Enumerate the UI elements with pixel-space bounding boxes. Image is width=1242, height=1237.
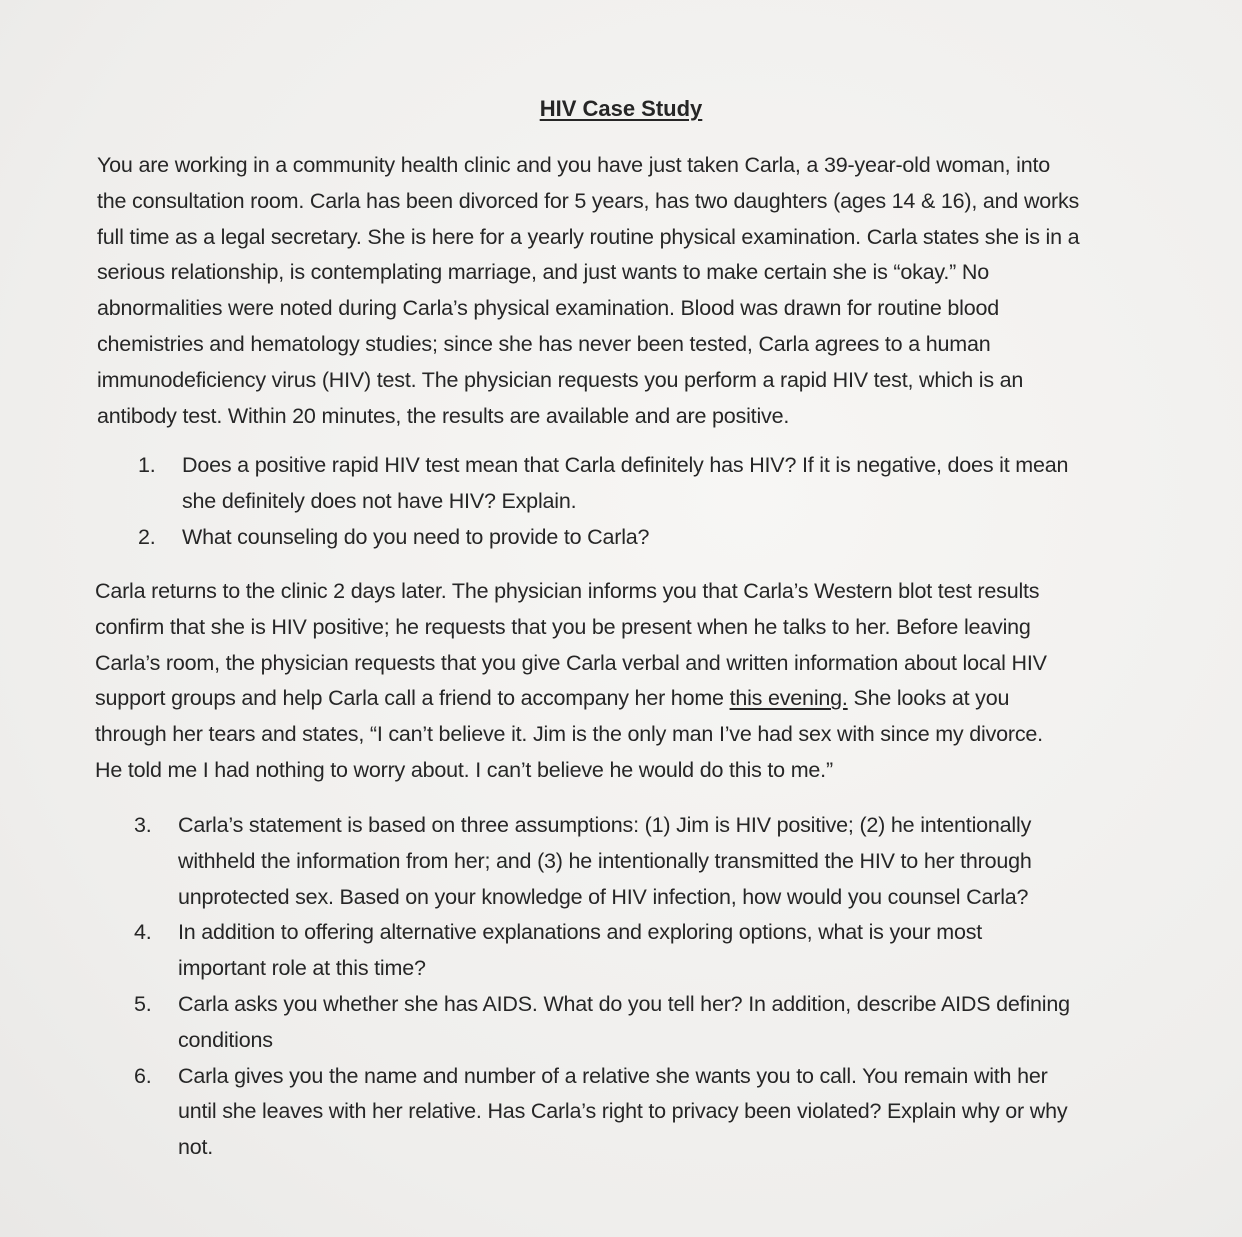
paragraph-line: Carla’s room, the physician requests that you give Carla verbal and written information about local HIV (95, 650, 1047, 675)
paragraph-line (95, 681, 1175, 717)
question-number: 6. (134, 1063, 152, 1088)
question-line: she definitely does not have HIV? Explain. (182, 488, 577, 513)
question-line: What counseling do you need to provide to Carla? (182, 524, 650, 549)
paragraph-line: serious relationship, is contemplating marriage, and just wants to make certain she is “okay.” No (97, 260, 989, 285)
question-text (178, 915, 1194, 987)
underlined-phrase: this evening. (729, 686, 848, 711)
line-segment: support groups and help Carla call a friend to accompany her home (95, 686, 730, 711)
question-line: Carla asks you whether she has AIDS. What do you tell her? In addition, describe AIDS defining (178, 991, 1070, 1016)
question-number: 2. (138, 524, 156, 549)
line-segment: She looks at you (847, 686, 1010, 711)
question-list-second (134, 808, 1194, 1166)
question-line: important role at this time? (178, 956, 426, 981)
paragraph-line: confirm that she is HIV positive; he requests that you be present when he talks to her. Before leaving (95, 614, 1031, 639)
case-intro-paragraph (97, 148, 1187, 434)
question-line: Carla gives you the name and number of a relative she wants you to call. You remain with her (178, 1063, 1048, 1088)
paragraph-line: He told me I had nothing to worry about. I can’t believe he would do this to me.” (95, 757, 833, 782)
question-item (138, 520, 1188, 556)
question-text (178, 808, 1194, 915)
question-line: In addition to offering alternative explanations and exploring options, what is your most (178, 920, 983, 945)
question-line: until she leaves with her relative. Has Carla’s right to privacy been violated? Explain why or why (178, 1099, 1068, 1124)
case-followup-paragraph (95, 574, 1175, 789)
paragraph-line: chemistries and hematology studies; since she has never been tested, Carla agrees to a human (97, 331, 991, 356)
question-item (134, 808, 1194, 915)
question-text (178, 987, 1194, 1059)
question-number: 1. (138, 453, 156, 477)
question-item (134, 915, 1194, 987)
paragraph-line: You are working in a community health clinic and you have just taken Carla, a 39-year-old woman, into (97, 153, 1051, 177)
paragraph-line: antibody test. Within 20 minutes, the results are available and are positive. (97, 403, 790, 428)
question-line: Carla’s statement is based on three assumptions: (1) Jim is HIV positive; (2) he intentionally (178, 813, 1032, 837)
question-text (178, 1059, 1194, 1166)
question-line: unprotected sex. Based on your knowledge of HIV infection, how would you counsel Carla? (178, 884, 1029, 909)
question-item (134, 987, 1194, 1059)
question-number: 5. (134, 991, 152, 1016)
paragraph-line: abnormalities were noted during Carla’s physical examination. Blood was drawn for routine blood (97, 296, 1000, 321)
question-item (134, 1059, 1194, 1166)
question-number: 4. (134, 920, 152, 945)
question-text (182, 520, 1188, 556)
paragraph-line: full time as a legal secretary. She is here for a yearly routine physical examination. Carla states she is in a (97, 224, 1080, 249)
paragraph-line: the consultation room. Carla has been divorced for 5 years, has two daughters (ages 14 & 16), and works (97, 188, 1080, 213)
question-number: 3. (134, 813, 152, 837)
question-item (138, 448, 1188, 520)
question-line: withheld the information from her; and (3) he intentionally transmitted the HIV to her through (178, 848, 1032, 873)
question-line: not. (178, 1135, 214, 1160)
paragraph-line: immunodeficiency virus (HIV) test. The physician requests you perform a rapid HIV test, which is an (97, 367, 1024, 392)
question-list-first (138, 448, 1188, 555)
question-text (182, 448, 1188, 520)
paragraph-line: Carla returns to the clinic 2 days later. The physician informs you that Carla’s Western blot test results (95, 579, 1040, 603)
question-line: conditions (178, 1027, 273, 1052)
question-line: Does a positive rapid HIV test mean that Carla definitely has HIV? If it is negative, does it mean (182, 453, 1069, 477)
document-title: HIV Case Study (539, 96, 703, 121)
paragraph-line: through her tears and states, “I can’t believe it. Jim is the only man I’ve had sex with since my divorce. (95, 722, 1043, 747)
